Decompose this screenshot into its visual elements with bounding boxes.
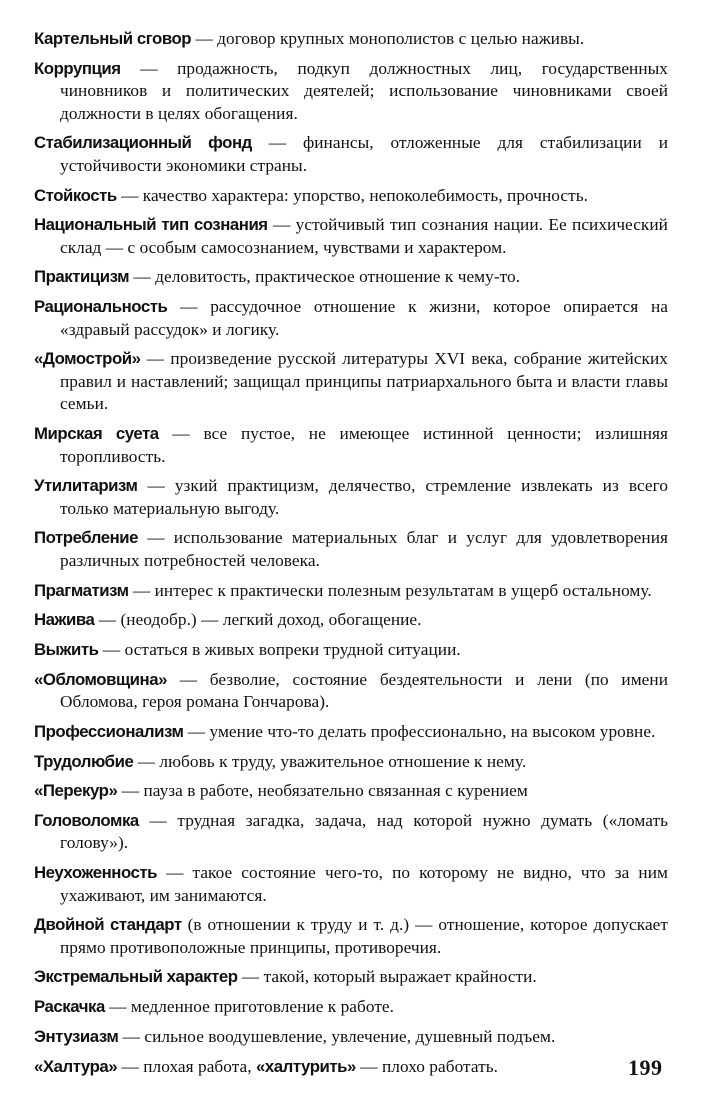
glossary-entry: Раскачка — медленное приготовление к работе.	[34, 997, 395, 1017]
glossary-term: Выжить	[34, 639, 99, 659]
glossary-term: Неухоженность	[34, 863, 158, 883]
glossary-definition: безволие, состояние бездеятельности и лени (по имени Обломова, героя романа Гончарова).	[60, 669, 668, 712]
glossary-term: «Домострой»	[34, 349, 141, 369]
glossary-term: Головоломка	[34, 810, 139, 830]
glossary-term: Практицизм	[34, 267, 130, 287]
glossary-entry: Картельный сговор — договор крупных монополистов с целью наживы.	[34, 29, 585, 48]
glossary-definition: (неодобр.) — легкий доход, обогащение.	[120, 610, 422, 630]
glossary-definition: узкий практицизм, делячество, стремление извлекать из всего только материальную выгоду.	[60, 476, 669, 518]
glossary-term: Национальный тип сознания	[34, 215, 268, 235]
glossary-definition: финансы, отложенные для стабилизации и устойчивости экономики страны.	[60, 133, 668, 175]
glossary-entry: Утилитаризм — узкий практицизм, делячество, стремление извлекать из всего только материальную выгоду.	[34, 476, 669, 518]
glossary-entry: Потребление — использование материальных благ и услуг для удовлетворения различных потребностей человека.	[34, 528, 668, 570]
glossary-term: «Обломовщина»	[34, 669, 167, 689]
glossary-list	[34, 28, 668, 1085]
glossary-entry: Национальный тип сознания — устойчивый тип сознания нации. Ее психический склад — с особым самосознанием, чувствами и характером.	[34, 215, 668, 257]
glossary-entry: Рациональность — рассудочное отношение к жизни, которое опирается на «здравый рассудок» и логику.	[34, 297, 668, 339]
glossary-definition: интерес к практически полезным результатам в ущерб остальному.	[154, 580, 652, 600]
glossary-definition: рассудочное отношение к жизни, которое опирается на «здравый рассудок» и логику.	[60, 297, 668, 339]
glossary-term: «халтурить»	[256, 1056, 356, 1076]
glossary-definition: использование материальных благ и услуг для удовлетворения различных потребностей человека.	[60, 528, 668, 570]
glossary-definition: все пустое, не имеющее истинной ценности; излишняя торопливость.	[60, 424, 668, 466]
glossary-term: Нажива	[34, 610, 95, 630]
page-number: 199	[628, 1055, 663, 1080]
glossary-entry: Стабилизационный фонд — финансы, отложенные для стабилизации и устойчивости экономики страны.	[34, 133, 668, 175]
glossary-term: «Перекур»	[34, 781, 118, 801]
glossary-definition: такой, который выражает крайности.	[263, 967, 537, 987]
glossary-term: Профессионализм	[34, 721, 184, 741]
glossary-definition: договор крупных монополистов с целью наживы.	[217, 29, 585, 48]
glossary-term: Рациональность	[34, 297, 168, 317]
glossary-definition: такое состояние чего-то, по которому не видно, что за ним ухаживают, им занимаются.	[60, 863, 668, 905]
glossary-definition: качество характера: упорство, непоколебимость, прочность.	[142, 185, 589, 205]
glossary-term: Трудолюбие	[34, 751, 134, 771]
glossary-entry: Прагматизм — интерес к практически полезным результатам в ущерб остальному.	[34, 580, 652, 600]
glossary-term: Энтузиазм	[34, 1026, 119, 1046]
glossary-term: Потребление	[34, 528, 139, 548]
glossary-entry: Трудолюбие — любовь к труду, уважительное отношение к нему.	[34, 751, 527, 771]
glossary-term: Стойкость	[34, 185, 117, 205]
glossary-definition: продажность, подкуп должностных лиц, государственных чиновников и политических деятелей; использование чиновниками своей должности в целях обогащения.	[60, 58, 668, 123]
glossary-term: Прагматизм	[34, 580, 129, 600]
glossary-term: Раскачка	[34, 997, 105, 1017]
glossary-term: Картельный сговор	[34, 29, 192, 48]
glossary-definition: остаться в живых вопреки трудной ситуации.	[124, 639, 461, 659]
glossary-term: Стабилизационный фонд	[34, 133, 252, 153]
glossary-entry: Головоломка — трудная загадка, задача, над которой нужно думать («ломать голову»).	[34, 810, 668, 853]
glossary-entry: Коррупция — продажность, подкуп должностных лиц, государственных чиновников и политических деятелей; использование чиновниками своей должности в целях обогащения.	[34, 58, 668, 123]
glossary-entry: Практицизм — деловитость, практическое отношение к чему-то.	[34, 267, 521, 287]
glossary-term: Двойной стандарт	[34, 915, 182, 935]
glossary-entry: Энтузиазм — сильное воодушевление, увлечение, душевный подъем.	[34, 1026, 556, 1046]
glossary-entry	[34, 914, 668, 959]
glossary-entry: Нажива — (неодобр.) — легкий доход, обогащение.	[34, 610, 422, 630]
glossary-term: Утилитаризм	[34, 476, 138, 496]
glossary-entry: Экстремальный характер — такой, который выражает крайности.	[34, 967, 537, 987]
glossary-entry: «Халтура» — плохая работа, «халтурить» — плохо работать.	[34, 1056, 499, 1076]
glossary-term: Мирская суета	[34, 424, 159, 443]
glossary-definition: устойчивый тип сознания нации. Ее психический склад — с особым самосознанием, чувствами и характером.	[60, 215, 668, 257]
glossary-entry: «Перекур» — пауза в работе, необязательно связанная с курением	[34, 781, 528, 801]
glossary-term: «Халтура»	[34, 1056, 118, 1076]
glossary-definition: трудная загадка, задача, над которой нужно думать («ломать голову»).	[60, 810, 668, 853]
glossary-definition: плохо работать.	[381, 1056, 499, 1076]
glossary-entry: Стойкость — качество характера: упорство, непоколебимость, прочность.	[34, 185, 589, 205]
glossary-definition: медленное приготовление к работе.	[130, 997, 395, 1017]
glossary-definition: деловитость, практическое отношение к чему-то.	[155, 267, 521, 287]
glossary-definition: (в отношении к труду и т. д.) — отношение, которое допускает прямо противоположные принципы, противоречия.	[60, 915, 668, 957]
glossary-entry: Выжить — остаться в живых вопреки трудной ситуации.	[34, 639, 461, 659]
glossary-definition: любовь к труду, уважительное отношение к нему.	[159, 751, 527, 771]
glossary-entry: «Обломовщина» — безволие, состояние бездеятельности и лени (по имени Обломова, героя романа Гончарова).	[34, 669, 668, 712]
glossary-entry: Мирская суета — все пустое, не имеющее истинной ценности; излишняя торопливость.	[34, 424, 668, 466]
glossary-entry: Профессионализм — умение что-то делать профессионально, на высоком уровне.	[34, 721, 656, 741]
glossary-definition: пауза в работе, необязательно связанная с курением	[143, 781, 528, 801]
glossary-definition: произведение русской литературы XVI века, собрание житейских правил и наставлений; защищал принципы патриархального быта и власти главы семьи.	[60, 349, 668, 414]
glossary-term: Экстремальный характер	[34, 967, 238, 987]
glossary-entry: «Домострой» — произведение русской литературы XVI века, собрание житейских правил и наставлений; защищал принципы патриархального быта и власти главы семьи.	[34, 349, 668, 414]
glossary-entry: Неухоженность — такое состояние чего-то, по которому не видно, что за ним ухаживают, им занимаются.	[34, 863, 668, 905]
glossary-definition: сильное воодушевление, увлечение, душевный подъем.	[144, 1026, 556, 1046]
glossary-definition: плохая работа,	[143, 1056, 252, 1076]
glossary-definition: умение что-то делать профессионально, на высоком уровне.	[209, 721, 656, 741]
glossary-term: Коррупция	[34, 58, 121, 78]
